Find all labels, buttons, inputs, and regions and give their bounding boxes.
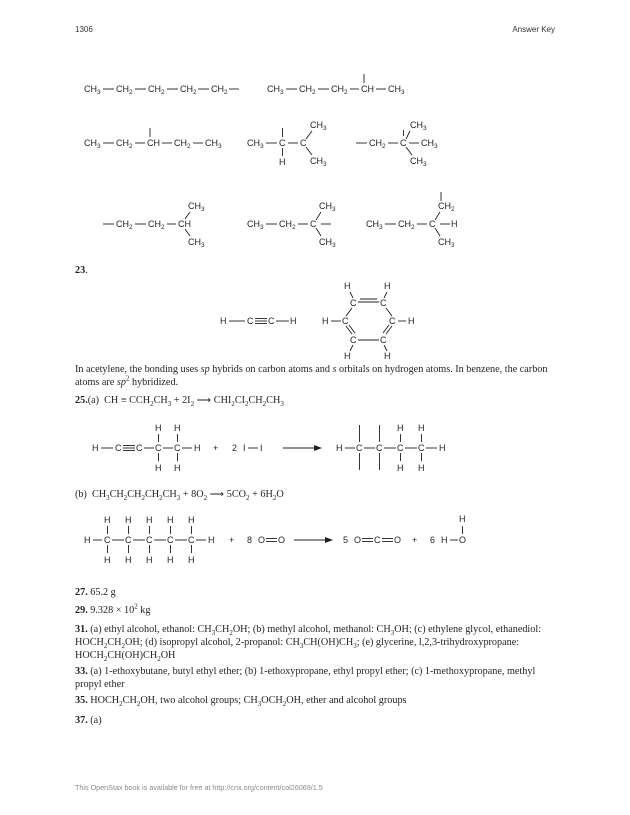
svg-text:CH2: $CH_2$ xyxy=(331,84,348,96)
svg-text:C: C xyxy=(104,535,111,545)
radical-2-methylbutyl xyxy=(366,192,458,249)
svg-text:H: H xyxy=(290,316,297,326)
svg-text:CH2: $CH_2$ xyxy=(180,84,197,96)
svg-text:CH2: $CH_2$ xyxy=(116,84,133,96)
svg-text:H: H xyxy=(92,443,99,453)
svg-text:CH2: $CH_2$ xyxy=(148,219,165,231)
radical-1-ethylpropyl xyxy=(84,128,222,150)
svg-text:C: C xyxy=(356,443,363,453)
svg-text:H: H xyxy=(344,351,351,361)
svg-text:H: H xyxy=(194,443,201,453)
svg-text:C: C xyxy=(279,138,286,148)
svg-text:CH3: $CH_3$ xyxy=(247,138,264,150)
svg-text:CH3: $CH_3$ xyxy=(247,219,264,231)
svg-text:C: C xyxy=(125,535,132,545)
svg-text:H: H xyxy=(397,463,404,473)
svg-text:O: O xyxy=(354,535,362,545)
svg-text:C: C xyxy=(268,316,275,326)
svg-text:H: H xyxy=(188,555,195,565)
svg-text:H: H xyxy=(322,316,329,326)
svg-text:+: + xyxy=(229,535,235,545)
svg-text:H: H xyxy=(459,514,466,524)
reaction-diagram-25b xyxy=(84,514,466,565)
acetylene-structure xyxy=(220,316,297,326)
svg-text:H: H xyxy=(336,443,343,453)
svg-text:C: C xyxy=(310,219,317,229)
svg-text:H: H xyxy=(451,219,458,229)
svg-text:H: H xyxy=(155,423,162,433)
svg-text:C: C xyxy=(146,535,153,545)
svg-text:O: O xyxy=(278,535,286,545)
svg-text:H: H xyxy=(384,281,391,291)
svg-text:CH3: $CH_3$ xyxy=(310,156,327,168)
svg-text:H: H xyxy=(167,555,174,565)
svg-text:C: C xyxy=(188,535,195,545)
svg-text:H: H xyxy=(397,423,404,433)
svg-text:C: C xyxy=(136,443,143,453)
radical-pentyl xyxy=(84,84,239,96)
svg-text:CH: CH xyxy=(178,219,191,229)
svg-text:CH3: $CH_3$ xyxy=(267,84,284,96)
svg-text:CH3: $CH_3$ xyxy=(410,156,427,168)
svg-text:H: H xyxy=(167,515,174,525)
q29-answer: 29. $9.328 \times 10^2$ kg xyxy=(75,602,151,616)
svg-text:H: H xyxy=(408,316,415,326)
svg-text:H: H xyxy=(344,281,351,291)
q35-answer: 35. $HOCH_2CH_2OH$, two alcohol groups; $CH_3OCH_2OH$, ether and alcohol groups xyxy=(75,695,407,709)
svg-text:H: H xyxy=(188,515,195,525)
svg-text:H: H xyxy=(146,555,153,565)
svg-text:CH: CH xyxy=(361,84,374,94)
svg-text:H: H xyxy=(174,463,181,473)
svg-text:C: C xyxy=(397,443,404,453)
svg-text:C: C xyxy=(376,443,383,453)
q31-answer: 31. (a) ethyl alcohol, ethanol: $CH_3CH_2OH$; (b) methyl alcohol, methanol: $CH_3OH$; (c) ethylene glycol, ethanediol: $HOCH_2CH_2OH$; (d) isopropyl alcohol, 2-propanol: $CH_3CH(OH)CH_3$; (e) glycerine, l,2,3-trihydroxypropane: $HOCH_2CH(OH)CH_2OH$ xyxy=(75,624,542,664)
svg-text:C: C xyxy=(400,138,407,148)
svg-text:+: + xyxy=(412,535,418,545)
page-number: 1306 xyxy=(75,25,93,34)
svg-text:5: 5 xyxy=(343,535,349,545)
svg-text:C: C xyxy=(247,316,254,326)
svg-text:CH: CH xyxy=(147,138,160,148)
svg-text:O: O xyxy=(459,535,467,545)
svg-text:C: C xyxy=(350,298,357,308)
svg-text:CH2: $CH_2$ xyxy=(116,219,133,231)
svg-text:CH3: $CH_3$ xyxy=(319,237,336,249)
svg-text:CH3: $CH_3$ xyxy=(205,138,222,150)
q27-answer: 27. 65.2 g xyxy=(75,587,116,598)
radical-1-methylbutyl xyxy=(267,74,405,96)
svg-text:H: H xyxy=(384,351,391,361)
svg-text:CH2: $CH_2$ xyxy=(116,138,133,150)
reaction-diagram-25a xyxy=(92,423,446,473)
svg-text:CH3: $CH_3$ xyxy=(84,138,101,150)
svg-text:CH2: $CH_2$ xyxy=(299,84,316,96)
svg-text:+: + xyxy=(213,443,219,453)
q23-explanation: In acetylene, the bonding uses sp hybrids on carbon atoms and s orbitals on hydrogen atoms. In benzene, the carbon atoms are $sp^2$ hybridized. xyxy=(75,364,548,388)
svg-text:C: C xyxy=(389,316,396,326)
radical-1-1-dimethylpropyl xyxy=(247,201,336,249)
radical-2-2-dimethylpropyl xyxy=(356,120,438,168)
q23-number: 23. xyxy=(75,265,88,276)
svg-text:H: H xyxy=(84,535,91,545)
q37-answer: 37. (a) xyxy=(75,715,102,726)
svg-text:I: I xyxy=(260,443,263,453)
svg-text:8: 8 xyxy=(247,535,253,545)
svg-text:C: C xyxy=(418,443,425,453)
radical-1-2-dimethylpropyl xyxy=(247,120,327,168)
q25b-equation: (b) $CH_3CH_2CH_2CH_2CH_3 + 8O_2$ ⟶ $5CO_2 + 6H_2O$ xyxy=(75,489,284,503)
svg-text:CH3: $CH_3$ xyxy=(310,120,327,132)
svg-text:CH3: $CH_3$ xyxy=(188,201,205,213)
svg-text:2: 2 xyxy=(232,443,238,453)
svg-text:C: C xyxy=(380,298,387,308)
svg-text:CH3: $CH_3$ xyxy=(421,138,438,150)
svg-text:C: C xyxy=(167,535,174,545)
svg-text:CH2: $CH_2$ xyxy=(438,201,455,213)
svg-text:O: O xyxy=(258,535,266,545)
svg-text:CH2: $CH_2$ xyxy=(174,138,191,150)
svg-text:6: 6 xyxy=(430,535,436,545)
svg-text:H: H xyxy=(279,157,286,167)
svg-text:H: H xyxy=(146,515,153,525)
svg-text:C: C xyxy=(374,535,381,545)
svg-text:CH2: $CH_2$ xyxy=(279,219,296,231)
svg-text:C: C xyxy=(380,335,387,345)
svg-text:CH2: $CH_2$ xyxy=(369,138,386,150)
svg-text:CH2: $CH_2$ xyxy=(148,84,165,96)
svg-text:H: H xyxy=(104,555,111,565)
svg-text:O: O xyxy=(394,535,402,545)
svg-text:CH3: $CH_3$ xyxy=(410,120,427,132)
svg-text:CH3: $CH_3$ xyxy=(366,219,383,231)
svg-text:H: H xyxy=(418,423,425,433)
svg-text:CH2: $CH_2$ xyxy=(211,84,228,96)
svg-text:CH3: $CH_3$ xyxy=(188,237,205,249)
svg-text:C: C xyxy=(155,443,162,453)
svg-text:H: H xyxy=(208,535,215,545)
svg-text:C: C xyxy=(300,138,307,148)
svg-text:CH3: $CH_3$ xyxy=(319,201,336,213)
section-title: Answer Key xyxy=(512,25,555,34)
svg-text:H: H xyxy=(439,443,446,453)
svg-text:CH3: $CH_3$ xyxy=(438,237,455,249)
svg-text:C: C xyxy=(342,316,349,326)
svg-text:I: I xyxy=(243,443,246,453)
svg-text:CH2: $CH_2$ xyxy=(398,219,415,231)
svg-text:CH3: $CH_3$ xyxy=(84,84,101,96)
svg-text:H: H xyxy=(220,316,227,326)
footer-note: This OpenStax book is available for free at http://cnx.org/content/col26069/1.5 xyxy=(75,783,323,792)
radical-3-methylbutyl xyxy=(103,201,205,249)
svg-text:C: C xyxy=(174,443,181,453)
svg-text:H: H xyxy=(104,515,111,525)
svg-text:C: C xyxy=(350,335,357,345)
benzene-structure xyxy=(322,281,415,361)
svg-text:H: H xyxy=(174,423,181,433)
svg-text:C: C xyxy=(115,443,122,453)
q33-answer: 33. (a) 1-ethoxybutane, butyl ethyl ether; (b) 1-ethoxypropane, ethyl propyl ether; (c) 1-methoxypropane, methyl propyl ether xyxy=(75,666,536,690)
svg-text:H: H xyxy=(155,463,162,473)
svg-text:H: H xyxy=(125,555,132,565)
svg-text:CH3: $CH_3$ xyxy=(388,84,405,96)
svg-text:C: C xyxy=(429,219,436,229)
svg-text:H: H xyxy=(441,535,448,545)
svg-text:H: H xyxy=(418,463,425,473)
svg-text:H: H xyxy=(125,515,132,525)
q25a-equation: 25.(a) CH ≡ $CCH_2CH_3 + 2I_2$ ⟶ $CHI_2CI_2CH_2CH_3$ xyxy=(75,395,284,409)
